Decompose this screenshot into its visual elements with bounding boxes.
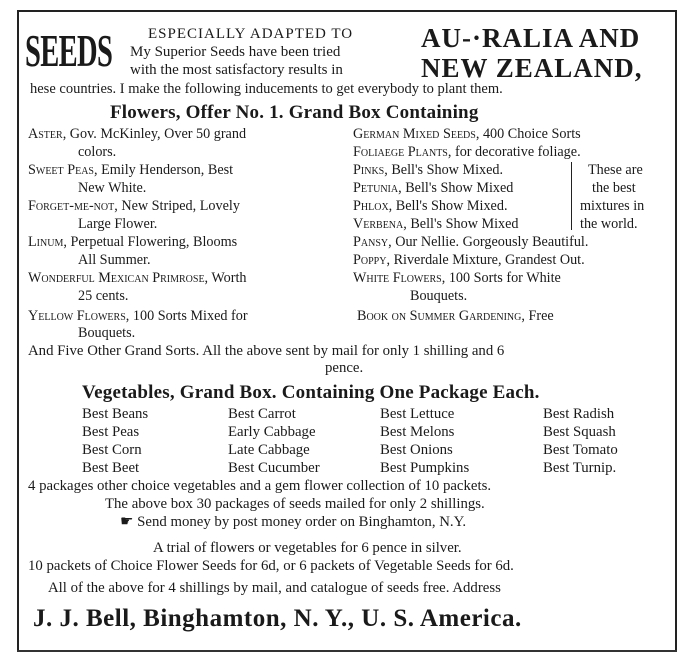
bracket-note-line: the best	[592, 180, 636, 196]
flowers-footer-line: And Five Other Grand Sorts. All the above sent by mail for only 1 shilling and 6	[28, 343, 505, 359]
list-item: New White.	[78, 180, 147, 196]
list-item: All Summer.	[78, 252, 151, 268]
all-above-text: All of the above for 4 shillings by mail, and catalogue of seeds free. Address	[48, 580, 501, 596]
list-item: Best Pumpkins	[380, 460, 470, 476]
list-item: Large Flower.	[78, 216, 158, 232]
bracket-divider	[571, 162, 572, 230]
list-item: German Mixed Seeds, 400 Choice Sorts	[353, 126, 581, 142]
list-item: Best Carrot	[228, 406, 296, 422]
especially-adapted-text: ESPECIALLY ADAPTED TO	[148, 26, 354, 42]
list-item: Verbena, Bell's Show Mixed	[353, 216, 519, 232]
list-item: Bouquets.	[410, 288, 468, 304]
bracket-note-line: the world.	[580, 216, 638, 232]
flowers-section-title: Flowers, Offer No. 1. Grand Box Containing	[110, 102, 479, 123]
list-item: Yellow Flowers, 100 Sorts Mixed for	[28, 308, 248, 324]
bracket-note-line: mixtures in	[580, 198, 645, 214]
bottom-rule	[17, 650, 677, 652]
list-item: Pansy, Our Nellie. Gorgeously Beautiful.	[353, 234, 589, 250]
seeds-headline: SEEDS	[25, 25, 113, 76]
list-item: Wonderful Mexican Primrose, Worth	[28, 270, 247, 286]
list-item: Early Cabbage	[228, 424, 316, 440]
money-order-line	[120, 515, 466, 530]
list-item: Best Beans	[82, 406, 149, 422]
list-item: Bouquets.	[78, 325, 136, 341]
flowers-footer-line: pence.	[325, 360, 364, 376]
list-item: White Flowers, 100 Sorts for White	[353, 270, 561, 286]
vegetables-section-title: Vegetables, Grand Box. Containing One Package Each.	[82, 382, 540, 403]
box-offer-text: The above box 30 packages of seeds mailed for only 2 shillings.	[105, 496, 485, 512]
list-item: Book on Summer Gardening, Free	[357, 308, 554, 324]
list-item: Poppy, Riverdale Mixture, Grandest Out.	[353, 252, 585, 268]
trial-offer-text: A trial of flowers or vegetables for 6 pence in silver.	[153, 540, 462, 556]
list-item: Best Radish	[543, 406, 615, 422]
list-item: Pinks, Bell's Show Mixed.	[353, 162, 504, 178]
address-line: J. J. Bell, Binghamton, N. Y., U. S. America.	[33, 605, 522, 632]
list-item: Best Lettuce	[380, 406, 455, 422]
list-item: Linum, Perpetual Flowering, Blooms	[28, 234, 238, 250]
list-item: Petunia, Bell's Show Mixed	[353, 180, 514, 196]
list-item: Best Cucumber	[228, 460, 320, 476]
country-australia: AU-·RALIA AND	[421, 23, 641, 53]
list-item: 25 cents.	[78, 288, 129, 304]
list-item: colors.	[78, 144, 117, 160]
list-item: Best Tomato	[543, 442, 618, 458]
list-item: Best Peas	[82, 424, 140, 440]
superior-seeds-text: My Superior Seeds have been tried	[130, 44, 341, 60]
country-new-zealand: NEW ZEALAND,	[421, 53, 643, 83]
list-item: Aster, Gov. McKinley, Over 50 grand	[28, 126, 247, 142]
list-item: Best Squash	[543, 424, 616, 440]
inducement-text: hese countries. I make the following inducements to get everybody to plant them.	[30, 81, 503, 97]
list-item: Late Cabbage	[228, 442, 310, 458]
list-item: Best Melons	[380, 424, 455, 440]
list-item: Phlox, Bell's Show Mixed.	[353, 198, 508, 214]
list-item: Best Turnip.	[543, 460, 617, 476]
satisfactory-results-text: with the most satisfactory results in	[130, 62, 343, 78]
list-item: Best Corn	[82, 442, 142, 458]
list-item: Foliaege Plants, for decorative foliage.	[353, 144, 581, 160]
pointing-hand-icon: ☛	[120, 514, 134, 530]
bracket-note-line: These are	[588, 162, 643, 178]
list-item: Best Beet	[82, 460, 140, 476]
money-order-text: Send money by post money order on Binghamton, N.Y.	[137, 514, 467, 530]
list-item: Sweet Peas, Emily Henderson, Best	[28, 162, 234, 178]
list-item: Forget-me-not, New Striped, Lovely	[28, 198, 240, 214]
extra-packages-text: 4 packages other choice vegetables and a gem flower collection of 10 packets.	[28, 478, 492, 494]
trial-packets-text: 10 packets of Choice Flower Seeds for 6d, or 6 packets of Vegetable Seeds for 6d.	[28, 558, 514, 574]
list-item: Best Onions	[380, 442, 453, 458]
